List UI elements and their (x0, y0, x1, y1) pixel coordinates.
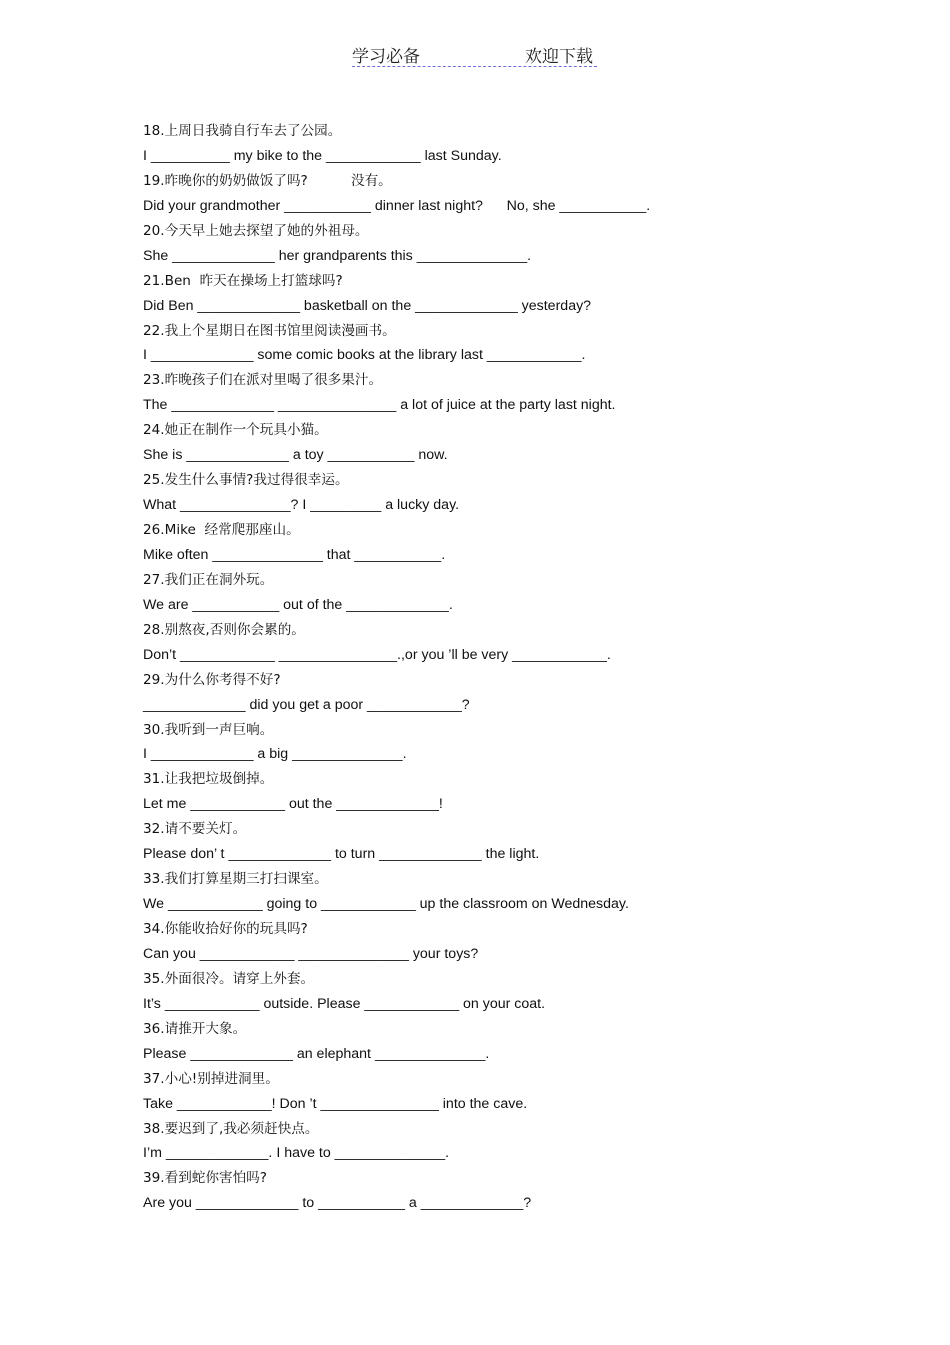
question-22-sentence: I _____________ some comic books at the library last ____________. (143, 347, 586, 364)
question-28-prompt: 28.别熬夜,否则你会累的。 (143, 621, 305, 638)
question-34-sentence: Can you ____________ ______________ your toys? (143, 945, 479, 962)
question-19-prompt: 19.昨晚你的奶奶做饭了吗? 没有。 (143, 172, 392, 189)
question-33-sentence: We ____________ going to ____________ up the classroom on Wednesday. (143, 896, 629, 913)
question-23-prompt: 23.昨晚孩子们在派对里喝了很多果汁。 (143, 372, 383, 389)
question-32-sentence: Please don’ t _____________ to turn _____________ the light. (143, 846, 540, 863)
question-37-prompt: 37.小心!别掉进洞里。 (143, 1070, 279, 1087)
question-38-prompt: 38.要迟到了,我必须赶快点。 (143, 1120, 319, 1137)
question-21-sentence: Did Ben _____________ basketball on the _____________ yesterday? (143, 297, 592, 314)
question-20-prompt: 20.今天早上她去探望了她的外祖母。 (143, 222, 369, 239)
question-28-sentence: Don’t ____________ _______________.,or you ’ll be very ____________. (143, 646, 611, 663)
question-18-sentence: I __________ my bike to the ____________ last Sunday. (143, 147, 502, 164)
header-left-text: 学习必备 (352, 47, 420, 67)
question-20-sentence: She _____________ her grandparents this ______________. (143, 247, 532, 264)
question-36-sentence: Please _____________ an elephant ______________. (143, 1045, 490, 1062)
question-39-sentence: Are you _____________ to ___________ a _____________? (143, 1195, 532, 1212)
question-29-sentence: _____________ did you get a poor ____________? (143, 696, 470, 713)
question-25-prompt: 25.发生什么事情?我过得很幸运。 (143, 472, 349, 489)
question-39-prompt: 39.看到蛇你害怕吗? (143, 1170, 267, 1187)
question-31-sentence: Let me ____________ out the _____________! (143, 796, 443, 813)
question-21-prompt: 21.Ben 昨天在操场上打篮球吗? (143, 272, 343, 289)
question-27-sentence: We are ___________ out of the _____________. (143, 596, 453, 613)
question-35-prompt: 35.外面很冷。请穿上外套。 (143, 970, 315, 987)
question-36-prompt: 36.请推开大象。 (143, 1020, 247, 1037)
exercise-list (143, 119, 883, 1216)
header-right-text: 欢迎下载 (525, 47, 593, 67)
question-23-sentence: The _____________ _______________ a lot of juice at the party last night. (143, 397, 616, 414)
question-24-prompt: 24.她正在制作一个玩具小猫。 (143, 422, 328, 439)
question-30-prompt: 30.我听到一声巨响。 (143, 721, 274, 738)
question-37-sentence: Take ____________! Don ’t _______________ into the cave. (143, 1095, 528, 1112)
question-38-sentence: I’m _____________. I have to ______________. (143, 1145, 450, 1162)
question-19-sentence: Did your grandmother ___________ dinner last night? No, she ___________. (143, 197, 651, 214)
page-header (352, 40, 597, 67)
question-24-sentence: She is _____________ a toy ___________ now. (143, 447, 448, 464)
question-22-prompt: 22.我上个星期日在图书馆里阅读漫画书。 (143, 322, 396, 339)
question-26-sentence: Mike often ______________ that ___________. (143, 546, 446, 563)
question-35-sentence: It’s ____________ outside. Please ____________ on your coat. (143, 995, 546, 1012)
question-34-prompt: 34.你能收拾好你的玩具吗? (143, 921, 308, 937)
question-32-prompt: 32.请不要关灯。 (143, 821, 247, 838)
question-26-prompt: 26.Mike 经常爬那座山。 (143, 522, 300, 538)
question-33-prompt: 33.我们打算星期三打扫课室。 (143, 871, 328, 888)
question-30-sentence: I _____________ a big ______________. (143, 746, 407, 763)
question-27-prompt: 27.我们正在洞外玩。 (143, 571, 274, 588)
question-29-prompt: 29.为什么你考得不好? (143, 671, 281, 688)
question-18-prompt: 18.上周日我骑自行车去了公园。 (143, 123, 342, 139)
question-25-sentence: What ______________? I _________ a lucky day. (143, 497, 460, 514)
question-31-prompt: 31.让我把垃圾倒掉。 (143, 771, 274, 788)
